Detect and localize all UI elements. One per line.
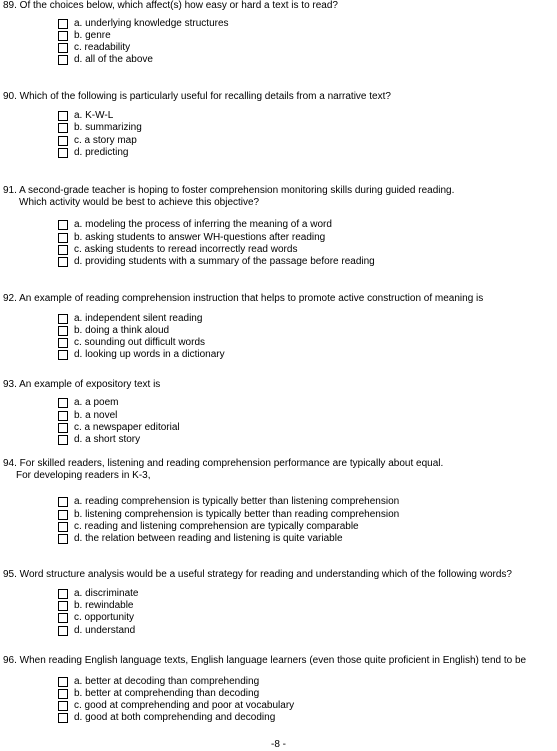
option-label: a. modeling the process of inferring the meaning of a word [74,219,332,230]
checkbox[interactable] [58,689,68,699]
checkbox[interactable] [58,713,68,723]
answer-option[interactable] [58,600,133,612]
question-92 [3,293,483,305]
checkbox[interactable] [58,123,68,133]
option-label: b. listening comprehension is typically better than reading comprehension [74,509,400,520]
answer-option[interactable] [58,712,275,724]
option-label: b. a novel [74,410,118,421]
option-label: c. good at comprehending and poor at vocabulary [74,700,295,711]
question-text: 93. An example of expository text is [3,379,161,390]
option-label: a. K-W-L [74,110,114,121]
checkbox[interactable] [58,326,68,336]
question-90 [3,91,391,103]
answer-option[interactable] [58,219,332,231]
option-label: b. doing a think aloud [74,325,170,336]
checkbox[interactable] [58,522,68,532]
checkbox[interactable] [58,613,68,623]
question-text: 90. Which of the following is particularly useful for recalling details from a narrative text? [3,91,391,102]
option-label: a. discriminate [74,588,139,599]
question-text: 96. When reading English language texts, English language learners (even those quite proficient in English) tend to be [3,655,527,666]
checkbox[interactable] [58,435,68,445]
option-label: c. sounding out difficult words [74,337,206,348]
answer-option[interactable] [58,110,113,122]
checkbox[interactable] [58,677,68,687]
checkbox[interactable] [58,19,68,29]
checkbox[interactable] [58,398,68,408]
checkbox[interactable] [58,411,68,421]
answer-option[interactable] [58,30,111,42]
answer-option[interactable] [58,434,140,446]
option-label: a. underlying knowledge structures [74,18,229,29]
answer-option[interactable] [58,256,375,268]
option-label: d. good at both comprehending and decoding [74,712,276,723]
answer-option[interactable] [58,612,134,624]
option-label: d. looking up words in a dictionary [74,349,225,360]
question-text-continued: Which activity would be best to achieve this objective? [19,197,260,208]
answer-option[interactable] [58,533,343,545]
checkbox[interactable] [58,314,68,324]
question-95 [3,569,512,581]
answer-option[interactable] [58,42,130,54]
checkbox[interactable] [58,233,68,243]
answer-option[interactable] [58,700,294,712]
option-label: d. a short story [74,434,141,445]
checkbox[interactable] [58,111,68,121]
option-label: c. opportunity [74,612,135,623]
answer-option[interactable] [58,410,117,422]
checkbox[interactable] [58,626,68,636]
question-text: 94. For skilled readers, listening and reading comprehension performance are typically about equal. [3,458,444,469]
question-94 [3,458,443,482]
option-label: b. rewindable [74,600,134,611]
option-label: a. independent silent reading [74,313,203,324]
answer-option[interactable] [58,676,259,688]
question-text: 91. A second-grade teacher is hoping to foster comprehension monitoring skills during guided reading. [3,185,455,196]
question-text: 95. Word structure analysis would be a useful strategy for reading and understanding which of the following words? [3,569,512,580]
answer-option[interactable] [58,422,180,434]
answer-option[interactable] [58,313,202,325]
question-text-continued: For developing readers in K-3, [16,470,151,481]
answer-option[interactable] [58,18,229,30]
option-label: d. predicting [74,147,129,158]
answer-option[interactable] [58,244,297,256]
answer-option[interactable] [58,397,118,409]
option-label: a. reading comprehension is typically better than listening comprehension [74,496,400,507]
checkbox[interactable] [58,338,68,348]
checkbox[interactable] [58,589,68,599]
option-label: b. summarizing [74,122,142,133]
option-label: d. the relation between reading and listening is quite variable [74,533,343,544]
answer-option[interactable] [58,509,399,521]
checkbox[interactable] [58,31,68,41]
answer-option[interactable] [58,496,399,508]
checkbox[interactable] [58,601,68,611]
option-label: a. a poem [74,397,119,408]
page-number: -8 - [271,739,286,750]
answer-option[interactable] [58,588,138,600]
option-label: c. reading and listening comprehension are typically comparable [74,521,359,532]
checkbox[interactable] [58,136,68,146]
option-label: c. readability [74,42,131,53]
checkbox[interactable] [58,497,68,507]
option-label: c. a newspaper editorial [74,422,180,433]
checkbox[interactable] [58,257,68,267]
question-text: 92. An example of reading comprehension instruction that helps to promote active construction of meaning is [3,293,484,304]
question-89 [3,0,338,12]
answer-option[interactable] [58,337,205,349]
checkbox[interactable] [58,510,68,520]
checkbox[interactable] [58,423,68,433]
option-label: d. understand [74,625,136,636]
answer-option[interactable] [58,349,225,361]
answer-option[interactable] [58,54,153,66]
checkbox[interactable] [58,55,68,65]
option-label: c. asking students to reread incorrectly read words [74,244,298,255]
answer-option[interactable] [58,625,135,637]
option-label: b. better at comprehending than decoding [74,688,260,699]
checkbox[interactable] [58,701,68,711]
question-text: 89. Of the choices below, which affect(s) how easy or hard a text is to read? [3,0,338,11]
answer-option[interactable] [58,325,169,337]
question-91 [3,185,454,209]
option-label: d. providing students with a summary of the passage before reading [74,256,375,267]
answer-option[interactable] [58,688,259,700]
option-label: b. genre [74,30,111,41]
option-label: c. a story map [74,135,137,146]
option-label: a. better at decoding than comprehending [74,676,260,687]
checkbox[interactable] [58,245,68,255]
question-93 [3,379,160,391]
checkbox[interactable] [58,350,68,360]
option-label: b. asking students to answer WH-questions after reading [74,232,326,243]
checkbox[interactable] [58,534,68,544]
answer-option[interactable] [58,232,325,244]
answer-option[interactable] [58,147,128,159]
answer-option[interactable] [58,122,142,134]
checkbox[interactable] [58,220,68,230]
checkbox[interactable] [58,148,68,158]
option-label: d. all of the above [74,54,153,65]
answer-option[interactable] [58,135,137,147]
checkbox[interactable] [58,43,68,53]
answer-option[interactable] [58,521,359,533]
question-96 [3,655,526,667]
